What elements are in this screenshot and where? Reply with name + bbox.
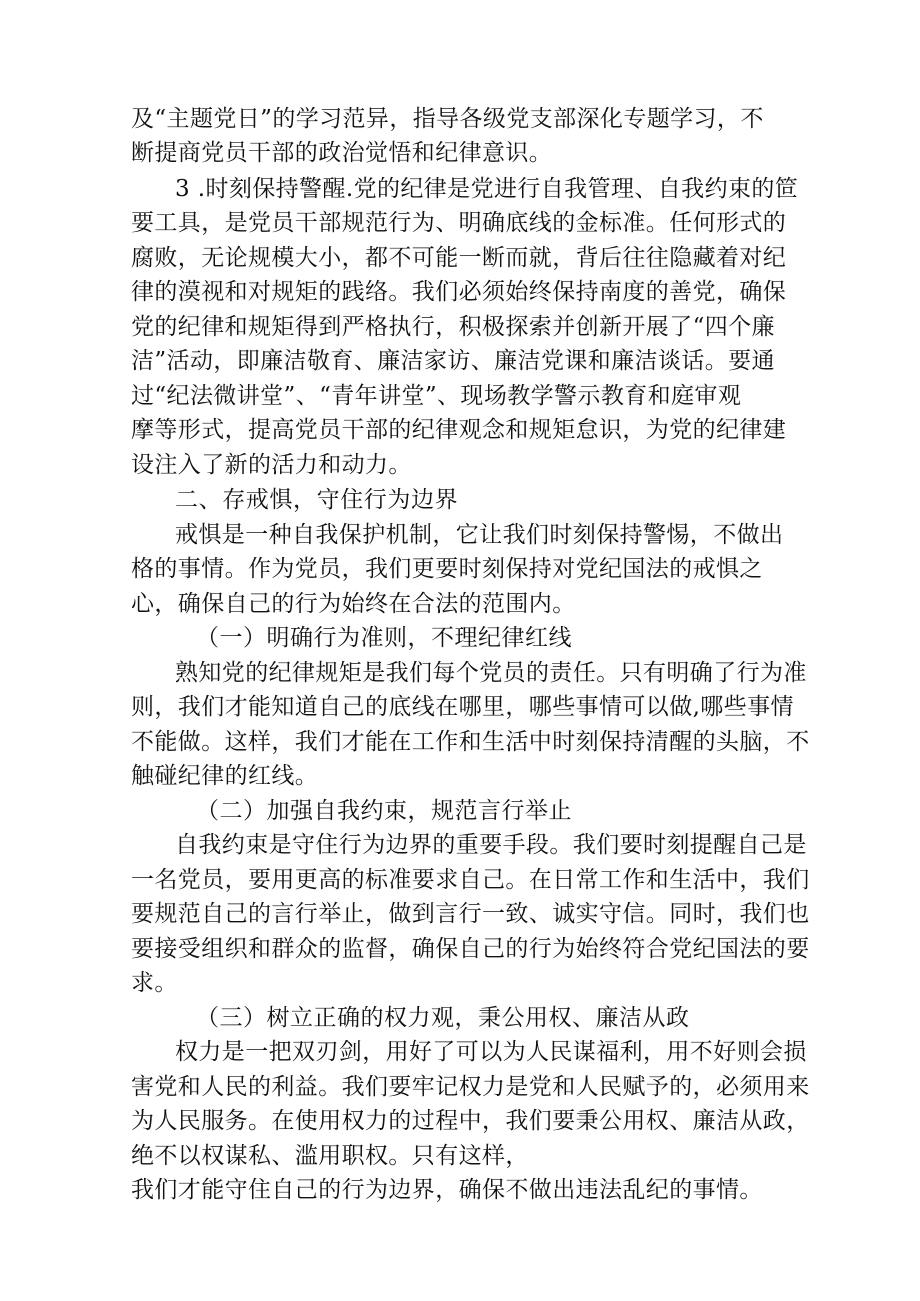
body-text-line: 心，确保自己的行为始终在合法的范围内。 (131, 591, 576, 617)
body-text-line: 洁”活动，即廉洁敬育、廉洁家访、廉洁党课和廉洁谈话。要通 (131, 348, 775, 374)
body-text-line: 党的纪律和规矩得到严格执行，积极探索并创新开展了“四个廉 (131, 314, 775, 340)
body-text-line: 自我约束是守住行为边界的重要手段。我们要时刻提醒自己是 (175, 832, 807, 858)
body-text-line: 绝不以权谋私、滥用职权。只有这样， (131, 1143, 529, 1169)
body-text-line: 害党和人民的利益。我们要牢记权力是党和人民赋予的，必须用来 (131, 1074, 810, 1100)
body-text-line: 3 .时刻保持警醒.党的纪律是党进行自我管理、自我约束的笸 (175, 176, 799, 202)
body-text-line: 腐败，无论规模大小，都不可能一断而就，背后往往隐藏着对纪 (131, 245, 787, 271)
subsection-heading: （三）树立正确的权力观，秉公用权、廉洁从政 (196, 1005, 690, 1031)
body-text-line: 断提商党员干部的政治觉悟和纪律意识。 (131, 140, 553, 166)
body-text-line: 我们才能守住自己的行为边界，确保不做出违法乱纪的事情。 (131, 1177, 763, 1203)
body-text-line: 过“纪法微讲堂”、“青年讲堂”、现场教学警示教育和庭审观 (131, 383, 742, 409)
body-text-line: 触碰纪律的红线。 (131, 763, 319, 789)
body-text-line: 及“主题党日”的学习范异，指导各级党支部深化专题学习，不 (131, 106, 764, 132)
body-text-line: 要接受组织和群众的监督，确保自己的行为始终符合党纪国法的要 (131, 936, 810, 962)
body-text-line: 不能做。这样，我们才能在工作和生活中时刻保持清醒的头脑，不 (131, 729, 810, 755)
body-text-line: 为人民服务。在使用权力的过程中，我们要秉公用权、廉洁从政， (131, 1108, 810, 1134)
body-text-line: 权力是一把双刃剑，用好了可以为人民谋福利，用不好则会损 (175, 1039, 807, 1065)
body-text-line: 格的事情。作为党员，我们更要时刻保持对党纪国法的戒惧之 (131, 556, 763, 582)
subsection-heading: （一）明确行为准则，不理纪律红线 (196, 625, 572, 651)
body-text-line: 一名党员，要用更高的标准要求自己。在日常工作和生活中，我们 (131, 867, 810, 893)
body-text-line: 求。 (131, 970, 178, 996)
body-text-line: 摩等形式，提高党员干部的纪律观念和规矩怠识，为党的纪律建 (131, 417, 787, 443)
subsection-heading: （二）加强自我约束，规范言行举止 (196, 798, 572, 824)
body-text-line: 设注入了新的活力和动力。 (131, 452, 412, 478)
body-text-line: 要规范自己的言行举止，做到言行一致、诚实守信。同时，我们也 (131, 901, 810, 927)
body-text-line: 戒惧是一种自我保护机制，它让我们时刻保持警惕，不做出 (175, 522, 784, 548)
body-text-line: 则，我们才能知道自己的底线在哪里，哪些事情可以做,哪些事情 (131, 694, 794, 720)
body-text-line: 律的漠视和对规矩的践络。我们必须始终保持南度的善党，确保 (131, 279, 787, 305)
body-text-line: 熟知党的纪律规矩是我们每个党员的责任。只有明确了行为准 (175, 660, 807, 686)
section-heading: 二、存戒惧，守住行为边界 (175, 487, 459, 513)
body-text-line: 要工具，是党员干部规范行为、明确底线的金标准。任何形式的 (131, 210, 787, 236)
